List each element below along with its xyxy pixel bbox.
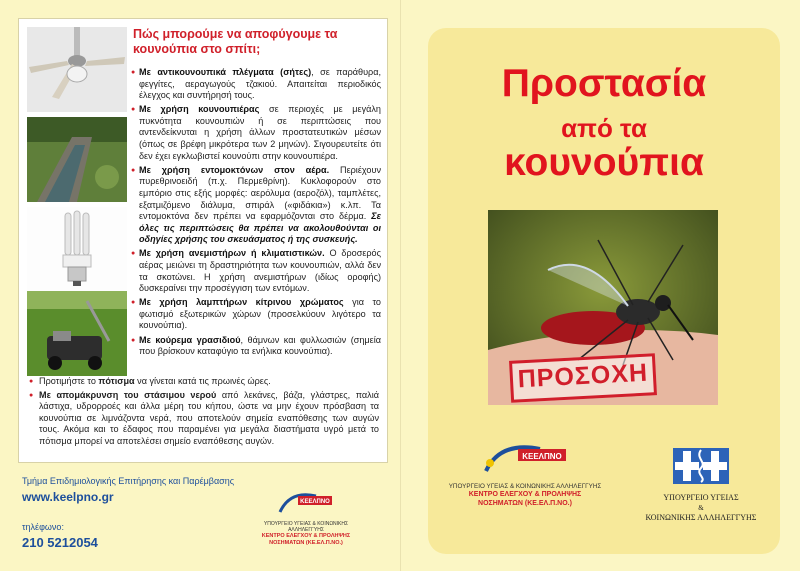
tips-heading: Πώς μπορούμε να αποφύγουμε τα κουνούπια στο σπίτι; xyxy=(133,27,338,56)
fold-divider xyxy=(400,0,401,571)
light-bulb-photo xyxy=(27,207,127,292)
tips-list xyxy=(131,67,381,360)
list-item: ● Με κούρεμα γρασιδιού, θάμνων και φυλλωσιών (σημεία που βρίσκουν καταφύγιο τα ενήλικα κουνούπια). xyxy=(131,335,381,358)
tips-card xyxy=(18,18,388,463)
keelpno-swoosh-icon xyxy=(480,435,570,475)
keelpno-logo-small: ΚΕΕΛΠΝΟ ΥΠΟΥΡΓΕΙΟ ΥΓΕΙΑΣ & ΚΟΙΝΩΝΙΚΗΣ ΑΛΛΗΛΕΓΓΥΗΣ ΚΕΝΤΡΟ ΕΛΕΓΧΟΥ & ΠΡΟΛΗΨΗΣ ΝΟΣΗΜΑΤΩΝ (ΚΕ.ΕΛ.Π.ΝΟ.) xyxy=(246,486,366,547)
department-label: Τμήμα Επιδημιολογικής Επιτήρησης και Παρέμβασης xyxy=(22,476,235,486)
list-item: ● Με χρήση λαμπτήρων κίτρινου χρώματος για το φωτισμό εξωτερικών χώρων (προσελκύουν λιγότερο τα κουνούπια). xyxy=(131,297,381,332)
list-item: ● Με χρήση ανεμιστήρων ή κλιματιστικών. Ο δροσερός αέρας μειώνει τη δραστηριότητα των κουνουπιών, αλλά δεν τα σκοτώνει. Η χρήση ανεμιστήρων (ιδίως οροφής) δυσκεραίνει την προσέγγιση των εντόμων. xyxy=(131,248,381,294)
svg-text:ΚΕΕΛΠΝΟ: ΚΕΕΛΠΝΟ xyxy=(522,452,562,461)
svg-text:ΚΕΕΛΠΝΟ: ΚΕΕΛΠΝΟ xyxy=(300,499,330,505)
ministry-logo: ΥΠΟΥΡΓΕΙΟ ΥΓΕΙΑΣ & ΚΟΙΝΩΝΙΚΗΣ ΑΛΛΗΛΕΓΓΥΗΣ xyxy=(636,448,766,523)
list-item: ● Με χρήση εντομοκτόνων στον αέρα. Περιέχουν πυρεθρινοειδή (π.χ. Περμεθρίνη). Κυκλοφορούν στο εμπόριο στις εξής μορφές: αερόλυμα (αεροζόλ), ταμπλέτες, εξατμιζόμενο διάλυμα, σπιράλ («φιδάκια») κ.λπ. Τα εντομοκτόνα δεν πρέπει να εφαρμόζονται στο δέρμα. Σε όλες τις περιπτώσεις θα πρέπει να ακολουθούνται οι οδηγίες χρήσης του σκευάσματος ή της συσκευής. xyxy=(131,165,381,246)
garden-water-photo xyxy=(27,117,127,202)
warning-stamp: ΠΡΟΣΟΧΗ xyxy=(509,353,657,403)
cover-title-line1: Προστασία xyxy=(501,62,707,105)
wide-tips-list xyxy=(29,376,379,450)
list-item: ● Με αντικουνουπικά πλέγματα (σήτες), σε παράθυρα, φεγγίτες, αεραγωγούς τζακιού. Απαιτείται περιοδικός έλεγχος και συντήρησή τους. xyxy=(131,67,381,102)
ministry-cross-icon xyxy=(673,448,729,484)
keelpno-swoosh-icon xyxy=(276,486,336,516)
phone-label: τηλέφωνο: xyxy=(22,522,64,532)
lawn-mower-photo xyxy=(27,291,127,376)
list-item: ● Με απομάκρυνση του στάσιμου νερού από λεκάνες, βάζα, γλάστρες, παλιά λάστιχα, υδρορροές και άλλα μέρη του κήπου, ώστε να μην έχουν πρόσβαση τα κουνούπια σε λιμνάζοντα νερά, που αποτελούν σημεία εναπόθεσης των αυγών τους. Ακόμα και το έδαφος που παραμένει για μεγάλα διαστήματα υγρό μετά το πότισμα μπορεί να αποτελέσει σημείο εναπόθεσης αυγών. xyxy=(29,390,379,448)
list-item: ● Προτιμήστε το πότισμα να γίνεται κατά τις πρωινές ώρες. xyxy=(29,376,379,388)
website-link[interactable]: www.keelpno.gr xyxy=(22,490,114,504)
ceiling-fan-photo xyxy=(27,27,127,112)
list-item: ● Με χρήση κουνουπιέρας σε περιοχές με μεγάλη πυκνότητα κουνουπιών ή σε περιπτώσεις που αντενδείκνυται η χρήση άλλων προστατευτικών μέσων (όπως σε βρέφη μικρότερα των 2 μηνών). Σιγουρευτείτε ότι δεν έχει εγκλωβιστεί κουνούπι στην κουνουπιέρα. xyxy=(131,104,381,162)
cover-title-line3: κουνούπια xyxy=(504,141,704,184)
phone-number: 210 5212054 xyxy=(22,535,98,550)
cover-title-line2: από τα xyxy=(561,113,647,143)
keelpno-logo: ΚΕΕΛΠΝΟ ΥΠΟΥΡΓΕΙΟ ΥΓΕΙΑΣ & ΚΟΙΝΩΝΙΚΗΣ ΑΛΛΗΛΕΓΓΥΗΣ ΚΕΝΤΡΟ ΕΛΕΓΧΟΥ & ΠΡΟΛΗΨΗΣ ΝΟΣΗΜΑΤΩΝ (ΚΕ.ΕΛ.Π.ΝΟ.) xyxy=(440,435,610,508)
